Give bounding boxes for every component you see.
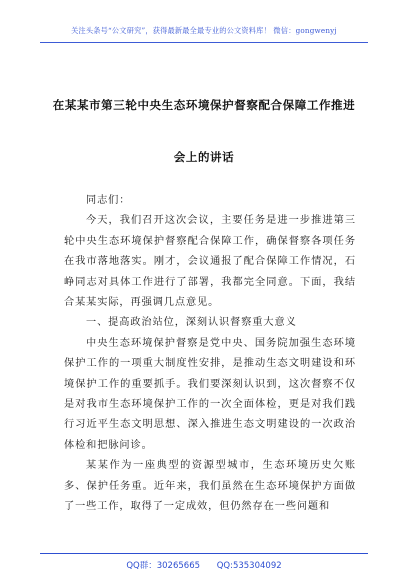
qq-group-label: QQ群：30265665 xyxy=(126,561,201,571)
header-banner: 关注头条号“公文研究”，获得最新最全最专业的公文资料库！ 微信：gongwenyj xyxy=(71,26,337,35)
footer-contact xyxy=(40,559,368,571)
footer-divider xyxy=(40,553,368,554)
qq-contact-label: QQ:535304092 xyxy=(216,561,282,571)
document-title-continued: 会上的讲话 xyxy=(173,150,235,164)
document-body xyxy=(64,191,356,518)
section-heading-1: 一、提高政治站位，深刻认识督察重大意义 xyxy=(86,317,297,329)
document-title: 在某某市第三轮中央生态环境保护督察配合保障工作推进 xyxy=(52,98,356,112)
salutation: 同志们： xyxy=(86,195,131,206)
paragraph-intro: 今天，我们召开这次会议，主要任务是进一步推进第三轮中央生态环境保护督察配合保障工作，确保督察各项任务在我市落地落实。刚才，会议通报了配合保障工作情况，石峥同志对具体工作进行了部署，我都完全同意。下面，我结合某某实际，再强调几点意见。 xyxy=(64,215,356,309)
paragraph-city-context: 某某作为一座典型的资源型城市，生态环境历史欠账多、保护任务重。近年来，我们虽然在生态环境保护方面做了一些工作，取得了一定成效，但仍然存在一些问题和 xyxy=(64,460,356,513)
header-divider xyxy=(40,42,368,43)
paragraph-significance: 中央生态环境保护督察是党中央、国务院加强生态环境保护工作的一项重大制度性安排，是推动生态文明建设和环境保护工作的重要抓手。我们要深刻认识到，这次督察不仅是对我市生态环境保护工作的一次全面体检，更是对我们践行习近平生态文明思想、深入推进生态文明建设的一次政治体检和把脉问诊。 xyxy=(64,337,356,451)
